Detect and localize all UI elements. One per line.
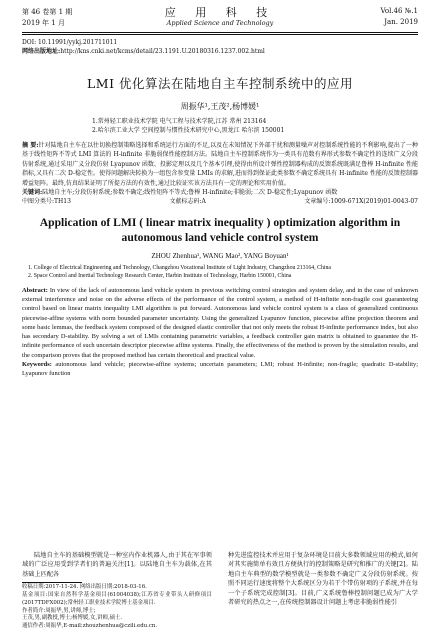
footnotes <box>22 584 212 631</box>
title-cn: LMI 优化算法在陆地自主车控制系统中的应用 <box>86 76 353 91</box>
authors-cn: 周振华¹,王茂²,杨博媛¹ <box>180 102 260 111</box>
affiliations-cn <box>22 117 418 135</box>
keywords-cn <box>22 188 418 197</box>
footnote-correspondence: 通信作者:周振华,E-mail:zhouzhenhua@czili.edu.cn. <box>22 623 158 630</box>
journal-title-cn: 应 用 科 技 <box>164 6 276 19</box>
title-en-line-2: autonomous land vehicle control system <box>121 230 319 244</box>
abstract-cn-text: 针对陆地自主车在以往切换控制策略选择和系统运行方面的不足,以及在未知情况下外部干扰和测量噪声对控制系统性能的不利影响,提出了一种基于线性矩阵不等式 LMI 算法的 H-infinite 非脆弱保性能控制方法。陆地自主车控制系统作为一类具有范数有界形式参数不确定性的连续广义分段仿射系统,通过采用广义分段仿射 Lyapunov 函数、投影定理以及几个基本引理,使得由所设计弹性控制器构成的反馈系统既满足鲁棒 H-infinite 性能指标,又具有二次 D-稳定性。使得问题解决转换为一组包含参变量 LMIs 的求解,进而得到保证此类参数不确定系统具有 H-infinite 性能的反馈控制器增益矩阵。最终,仿真结果证明了所提方法的有效性,通过比较证实该方法具有一定的理论和实用价值。 <box>22 142 418 187</box>
classification-line <box>22 197 418 206</box>
header-rule-thick <box>22 32 418 33</box>
body-right-text: 种先进监控技术并应用于复杂环境是目前大多数领域应用的模式,如何对其实施简单有效且方便执行的控制策略是研究和推广的关键[2]。陆地自主车典型的数学模型就是一类参数不确定广义分段仿射系统。按照不同运行速度将整个大系统区分为若干个带仿射项的子系统,并在每一个子系统完成控制[3]。目前,广义系统鲁棒控制问题已成为广大学者研究的热点之一,在传统控制器设计问题上考虑非脆弱性能引 <box>228 552 418 607</box>
body-left-text: 陆地自主车的基础模型就是一种室内作业机器人,由于其在军事领域的广泛应用受到学者们的普遍关注[1]。以陆地自主车为载体,在其基础上匹配各 <box>22 552 212 578</box>
footnote-received: 收稿日期:2017-11-24. 网络出版日期:2018-03-16. <box>22 584 147 591</box>
keywords-en-label: Keywords: <box>22 361 52 369</box>
affiliation-cn-2: 2.哈尔滨工业大学 空间控制与惯性技术研究中心,黑龙江 哈尔滨 150001 <box>92 127 285 134</box>
body-column-right <box>228 551 418 631</box>
document-code: 文献标志码:A <box>169 198 206 206</box>
running-header <box>22 0 418 50</box>
affiliation-en-1: 1. College of Electrical Engineering and Technology, Changzhou Vocational Institute of Light Industry, Changzhou 213164, China <box>28 264 331 271</box>
date-en: Jan. 2019 <box>384 18 418 26</box>
abstract-cn-label: 摘 要: <box>22 142 39 149</box>
body-columns <box>22 551 418 631</box>
abstract-en-text: In view of the lack of autonomous land vehicle system in previous switching control strategies and system delay, and in the case of unknown external interference and noise on the adverse effects of the performance of the control system, a method of H-infinite non-fragile cost guaranteeing control based on linear matrix inequality LMI algorithm is put forward. Autonomous land vehicle control system is a class of generalized continuous piecewise-affine systems with norm bounded parameter uncertainty. Using the generalized Lyapunov function, piecewise affine projection theorem and some basic lemmas, the feedback system composed of the designed elastic controller that not only meets the robust H-infinite performance index, but also has secondary D-stability. By solving a set of LMIs containing parametric variables, a feedback controller gain matrix is obtained to guarantee the H-infinite performance of such uncertain descriptor piecewise affine systems. Finally, the effectiveness of the method is proven by the simulation results, and the comparison proves that the proposed method has certain theoretical and practical value. <box>22 286 418 359</box>
body-column-left <box>22 551 212 631</box>
affiliations-en <box>22 264 418 281</box>
journal-title-en: Applied Science and Technology <box>166 19 274 27</box>
url-label: 网络出版地址: <box>22 48 61 55</box>
url-link[interactable]: http://kns.cnki.net/kcms/detail/23.1191.U.20180316.1237.002.html <box>60 48 265 55</box>
title-en <box>22 215 418 245</box>
authors-en: ZHOU Zhenhua¹, WANG Mao², YANG Boyuan¹ <box>151 251 289 260</box>
affiliation-cn-1: 1.常州轻工职业技术学院 电气工程与技术学院,江苏 常州 213164 <box>92 118 267 125</box>
affiliation-en-2: 2. Space Control and Inertial Technology Research Center, Harbin Institute of Technology, Harbin 150001, China <box>28 273 292 280</box>
footnote-fund: 基金项目:国家自然科学基金项目(61004038);江苏省专业带头人研修项目(2017TDFX002);常州轻工职业技术学院博士基金项目. <box>22 592 212 606</box>
doi: DOI: 10.11991/yykj.201711011 <box>22 39 118 46</box>
header-rule-thin <box>22 34 418 35</box>
keywords-en <box>22 360 418 379</box>
title-en-line-1: Application of LMI ( linear matrix inequality ) optimization algorithm in <box>39 215 401 229</box>
article-number: 文章编号:1009-671X(2019)01-0043-07 <box>304 198 418 206</box>
abstract-en-label: Abstract: <box>22 286 48 294</box>
keywords-cn-text: 陆地自主车;分段仿射系统;参数不确定;线性矩阵不等式;鲁棒 H-infinite;非脆弱;二次 D-稳定性;Lyapunov 函数 <box>42 189 338 197</box>
keywords-en-text: autonomous land vehicle; piecewise-affine systems; uncertain parameters; LMI; robust H-infinite; non-fragile; quadratic D-stability; Lyapunov function <box>22 361 418 378</box>
abstract-cn <box>22 141 418 188</box>
abstract-en <box>22 286 418 360</box>
keywords-cn-label: 关键词: <box>22 189 43 197</box>
vol-en: Vol.46 №.1 <box>380 7 418 15</box>
footnote-author: 作者简介:周振华,男,讲师,博士; <box>22 607 96 614</box>
clc-number: 中图分类号:TH13 <box>22 198 71 206</box>
date-cn: 2019 年 1 月 <box>22 19 65 27</box>
footnote-author-2: 王茂,男,副教授,博士;杨博媛,女,讲师,硕士. <box>22 615 123 622</box>
issue-cn: 第 46 卷第 1 期 <box>22 8 73 16</box>
